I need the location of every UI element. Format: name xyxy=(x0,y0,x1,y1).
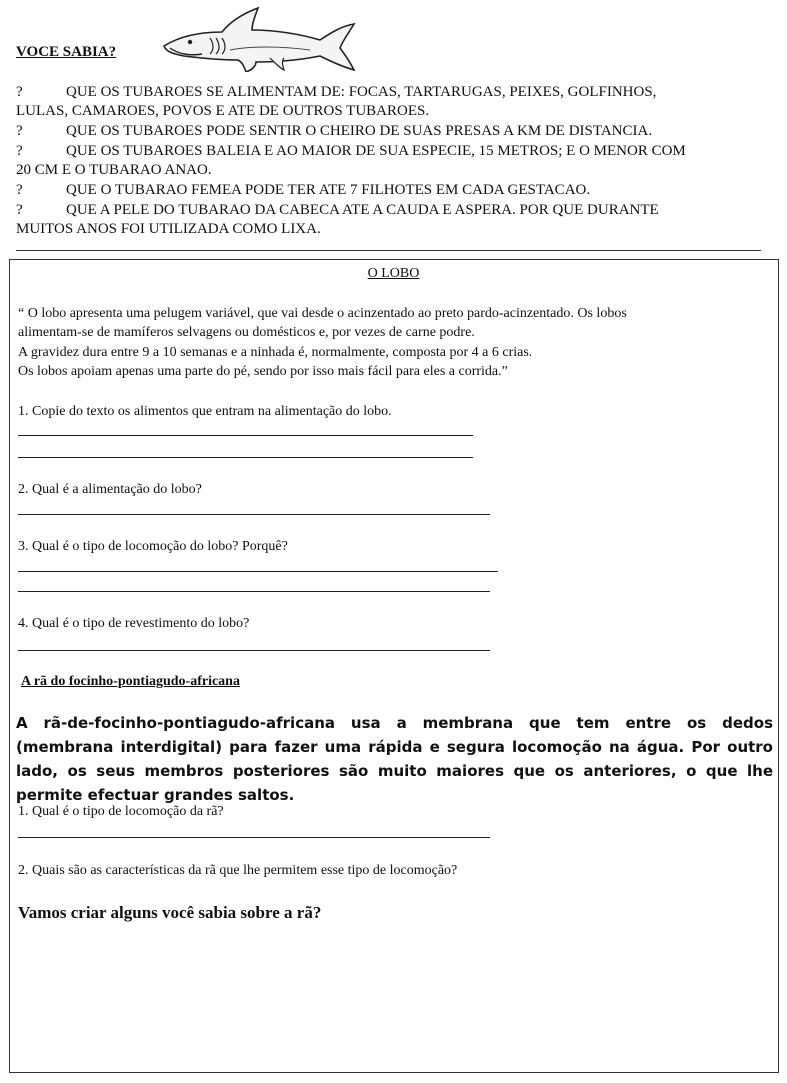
lobo-title-wrap xyxy=(0,264,787,283)
fact-line: QUE OS TUBAROES BALEIA E AO MAIOR DE SUA ESPECIE, 15 METROS; E O MENOR COM xyxy=(66,143,686,159)
lobo-paragraph-line: Os lobos apoiam apenas uma parte do pé, sendo por isso mais fácil para eles a corrida.” xyxy=(18,364,508,379)
frog-question-2: 2. Quais são as características da rã que lhe permitem esse tipo de locomoção? xyxy=(18,863,458,878)
fact-line: QUE A PELE DO TUBARAO DA CABECA ATE A CAUDA E ASPERA. POR QUE DURANTE xyxy=(66,202,659,218)
fact-line: QUE O TUBARAO FEMEA PODE TER ATE 7 FILHOTES EM CADA GESTACAO. xyxy=(66,182,591,198)
worksheet-box xyxy=(9,259,779,1073)
fact-item xyxy=(16,142,776,161)
lobo-paragraph-line: “ O lobo apresenta uma pelugem variável, que vai desde o acinzentado ao preto pardo-acinzentado. Os lobos xyxy=(18,306,627,321)
lobo-paragraph-line: A gravidez dura entre 9 a 10 semanas e a ninhada é, normalmente, composta por 4 a 6 crias. xyxy=(18,345,533,360)
lobo-title: O LOBO xyxy=(367,266,420,281)
fact-item xyxy=(16,201,776,220)
shark-illustration-icon xyxy=(160,6,356,72)
lobo-paragraph-line: alimentam-se de mamíferos selvagens ou domésticos e, por vezes de carne podre. xyxy=(18,325,475,340)
fact-line: MUITOS ANOS FOI UTILIZADA COMO LIXA. xyxy=(16,221,321,237)
answer-line[interactable] xyxy=(18,457,473,458)
lobo-question-2: 2. Qual é a alimentação do lobo? xyxy=(18,482,202,497)
fact-line: QUE OS TUBAROES PODE SENTIR O CHEIRO DE SUAS PRESAS A KM DE DISTANCIA. xyxy=(66,123,653,139)
lobo-question-1: 1. Copie do texto os alimentos que entram na alimentação do lobo. xyxy=(18,404,392,419)
lobo-question-4: 4. Qual é o tipo de revestimento do lobo? xyxy=(18,616,250,631)
answer-line[interactable] xyxy=(18,571,498,572)
header-title: VOCE SABIA? xyxy=(16,44,117,60)
section-divider xyxy=(16,250,761,251)
fact-item xyxy=(16,122,776,141)
answer-line[interactable] xyxy=(18,591,490,592)
fact-line: 20 CM E O TUBARAO ANAO. xyxy=(16,162,212,178)
question-mark: ? xyxy=(16,143,23,159)
answer-line[interactable] xyxy=(18,650,490,651)
answer-line[interactable] xyxy=(18,514,490,515)
frog-title: A rã do focinho-pontiagudo-africana xyxy=(21,674,240,689)
fact-item xyxy=(16,181,776,200)
answer-line[interactable] xyxy=(18,435,473,436)
lobo-question-3: 3. Qual é o tipo de locomoção do lobo? Porquê? xyxy=(18,539,288,554)
fact-line: QUE OS TUBAROES SE ALIMENTAM DE: FOCAS, TARTARUGAS, PEIXES, GOLFINHOS, xyxy=(66,84,657,100)
fact-item-continued xyxy=(16,220,776,239)
fact-line: LULAS, CAMAROES, POVOS E ATE DE OUTROS TUBAROES. xyxy=(16,103,430,119)
question-mark: ? xyxy=(16,123,23,139)
fact-item xyxy=(16,83,776,102)
question-mark: ? xyxy=(16,202,23,218)
frog-paragraph: A rã-de-focinho-pontiagudo-africana usa a membrana que tem entre os dedos (membrana interdigital) para fazer uma rápida e segura locomoção na água. Por outro lado, os seus membros posteriores são muito maiores que os anteriores, o que lhe permite efectuar grandes saltos. xyxy=(16,714,773,804)
answer-line[interactable] xyxy=(18,837,490,838)
fact-item-continued xyxy=(16,102,776,121)
question-mark: ? xyxy=(16,182,23,198)
frog-question-1: 1. Qual é o tipo de locomoção da rã? xyxy=(18,804,224,819)
question-mark: ? xyxy=(16,84,23,100)
fact-item-continued xyxy=(16,161,776,180)
final-prompt: Vamos criar alguns você sabia sobre a rã? xyxy=(18,903,322,922)
